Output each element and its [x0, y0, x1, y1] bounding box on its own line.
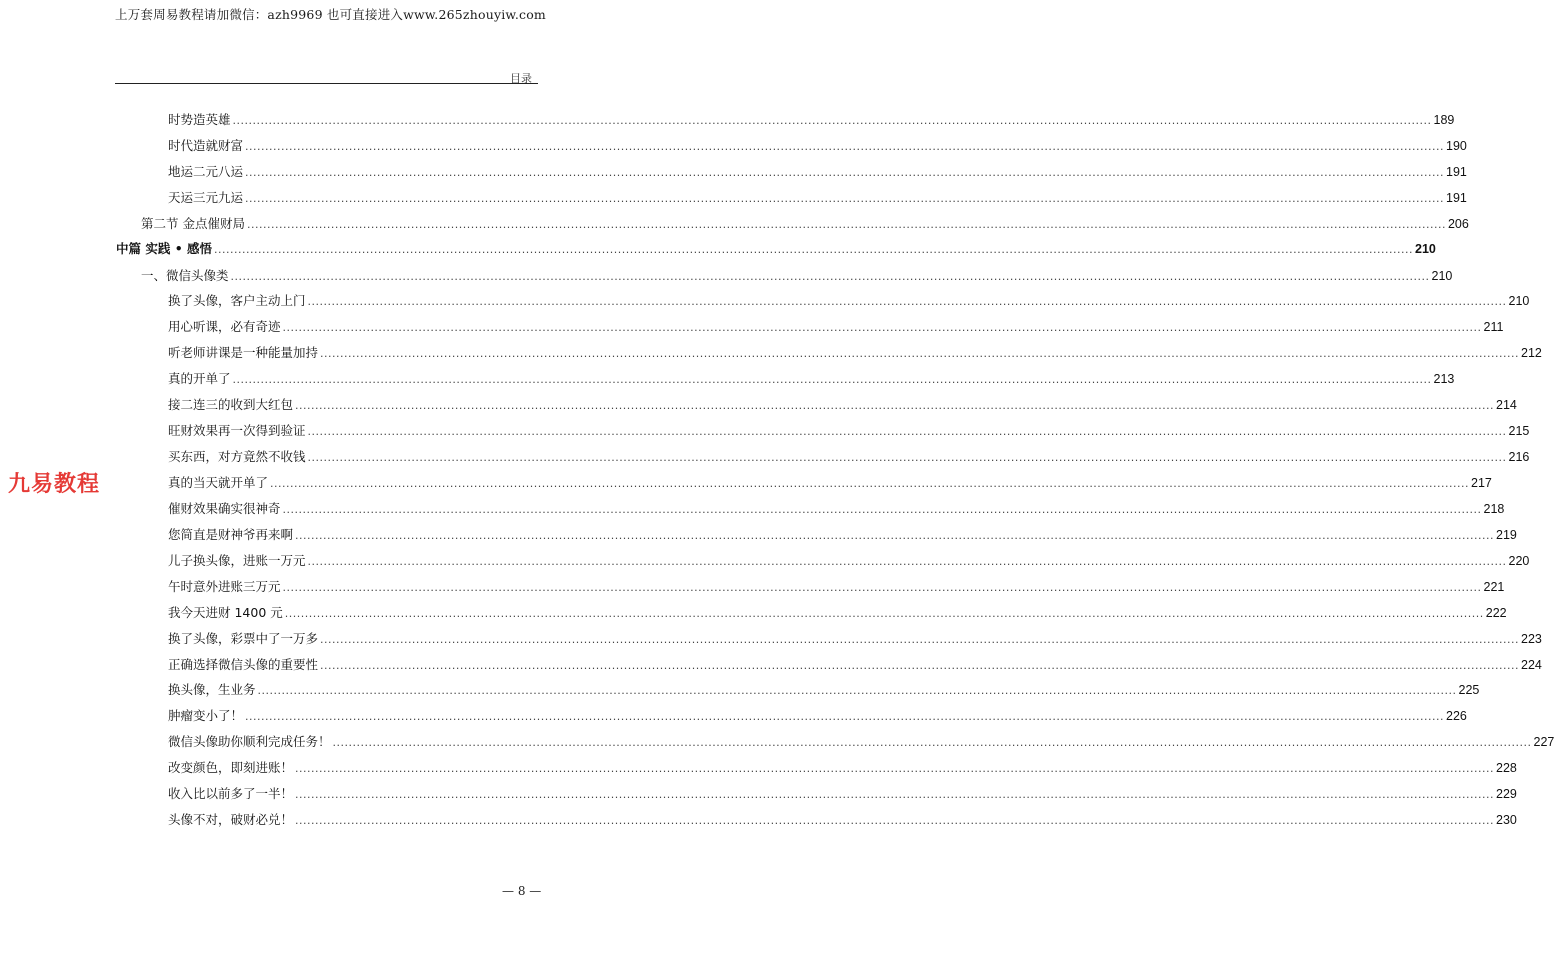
dot-leader: ............................................................................................................................................................................................................................................................................................................ [295, 814, 1494, 827]
dot-leader: ............................................................................................................................................................................................................................................................................................................ [232, 373, 1432, 386]
toc-entry [116, 239, 1436, 261]
toc-entry [168, 421, 1530, 443]
toc-entry-title: 午时意外进账三万元 [168, 579, 281, 594]
toc-entry [168, 525, 1517, 547]
running-header: 目录 [510, 72, 532, 85]
toc-entry [168, 680, 1480, 702]
toc-entry-page: 206 [1447, 217, 1469, 231]
toc-entry [168, 317, 1504, 339]
toc-entry-title: 催财效果确实很神奇 [168, 501, 281, 516]
dot-leader: ............................................................................................................................................................................................................................................................................................................ [270, 477, 1469, 490]
dot-leader: ............................................................................................................................................................................................................................................................................................................ [295, 399, 1494, 412]
toc-entry-page: 230 [1496, 813, 1517, 827]
toc-entry-page: 210 [1415, 242, 1436, 256]
toc-entry [168, 110, 1455, 132]
toc-entry [168, 551, 1530, 573]
toc-entry-title: 我今天进财 1400 元 [168, 605, 283, 620]
toc-entry [168, 447, 1530, 469]
toc-entry [168, 655, 1542, 677]
toc-entry-title: 第二节 金点催财局 [141, 216, 245, 231]
toc-entry-page: 227 [1533, 735, 1554, 749]
dot-leader: ............................................................................................................................................................................................................................................................................................................ [282, 503, 1482, 516]
toc-entry-title: 地运二元八运 [168, 164, 244, 179]
toc-entry-title: 改变颜色，即刻进账！ [168, 760, 294, 775]
toc-entry-title: 旺财效果再一次得到验证 [168, 423, 306, 438]
dot-leader: ............................................................................................................................................................................................................................................................................................................ [295, 762, 1494, 775]
dot-leader: ............................................................................................................................................................................................................................................................................................................ [257, 684, 1457, 697]
dot-leader: ............................................................................................................................................................................................................................................................................................................ [307, 295, 1507, 308]
toc-entry-title: 真的开单了 [168, 371, 231, 386]
toc-entry [168, 473, 1492, 495]
dot-leader: ............................................................................................................................................................................................................................................................................................................ [295, 529, 1494, 542]
toc-entry [168, 162, 1467, 184]
toc-entry-title: 时代造就财富 [168, 138, 244, 153]
toc-entry-page: 229 [1496, 787, 1517, 801]
dot-leader: ............................................................................................................................................................................................................................................................................................................ [232, 114, 1432, 127]
toc-entry [168, 343, 1542, 365]
toc-entry-title: 买东西，对方竟然不收钱 [168, 449, 306, 464]
toc-entry [168, 136, 1467, 158]
header-rule [115, 83, 538, 84]
dot-leader: ............................................................................................................................................................................................................................................................................................................ [332, 736, 1532, 749]
dot-leader: ............................................................................................................................................................................................................................................................................................................ [295, 788, 1494, 801]
toc-entry [168, 369, 1455, 391]
toc-entry-page: 210 [1508, 294, 1530, 308]
toc-entry [168, 758, 1517, 780]
toc-entry-page: 228 [1496, 761, 1517, 775]
toc-entry-page: 222 [1485, 606, 1507, 620]
toc-entry-page: 215 [1508, 424, 1530, 438]
toc-entry-title: 微信头像助你顺利完成任务！ [168, 734, 331, 749]
toc-entry-title: 儿子换头像，进账一万元 [168, 553, 306, 568]
toc-entry-title: 正确选择微信头像的重要性 [168, 657, 319, 672]
top-banner: 上万套周易教程请加微信：azh9969 也可直接进入www.265zhouyiw.com [115, 7, 546, 22]
toc-entry [141, 214, 1469, 236]
toc-entry-page: 226 [1446, 709, 1467, 723]
dot-leader: ............................................................................................................................................................................................................................................................................................................ [214, 243, 1414, 256]
toc-entry-title: 收入比以前多了一半！ [168, 786, 294, 801]
toc-entry-title: 真的当天就开单了 [168, 475, 269, 490]
toc-entry-title: 天运三元九运 [168, 190, 244, 205]
toc-entry [168, 810, 1517, 832]
dot-leader: ............................................................................................................................................................................................................................................................................................................ [307, 425, 1507, 438]
toc-entry-page: 191 [1446, 165, 1467, 179]
toc-entry-title: 接二连三的收到大红包 [168, 397, 294, 412]
toc-entry-title: 肿瘤变小了！ [168, 708, 244, 723]
dot-leader: ............................................................................................................................................................................................................................................................................................................ [282, 321, 1482, 334]
watermark-logo: 九易教程 [8, 472, 101, 497]
toc-entry-page: 211 [1483, 320, 1504, 334]
dot-leader: ............................................................................................................................................................................................................................................................................................................ [282, 581, 1482, 594]
toc-entry-page: 210 [1431, 269, 1453, 283]
toc-entry-title: 听老师讲课是一种能量加持 [168, 345, 319, 360]
toc-entry-title: 换头像，生业务 [168, 682, 256, 697]
toc-entry-title: 一、微信头像类 [141, 268, 229, 283]
toc-entry-title: 换了头像，彩票中了一万多 [168, 631, 319, 646]
dot-leader: ............................................................................................................................................................................................................................................................................................................ [245, 192, 1444, 205]
toc-entry-page: 190 [1446, 139, 1467, 153]
dot-leader: ............................................................................................................................................................................................................................................................................................................ [245, 166, 1444, 179]
toc-entry [168, 629, 1542, 651]
dot-leader: ............................................................................................................................................................................................................................................................................................................ [307, 451, 1507, 464]
toc-entry-page: 219 [1496, 528, 1517, 542]
toc-entry [168, 706, 1467, 728]
toc-entry-title: 头像不对，破财必兑！ [168, 812, 294, 827]
toc-entry [168, 499, 1505, 521]
page-number: — 8 — [502, 884, 542, 898]
toc-entry-title: 时势造英雄 [168, 112, 231, 127]
dot-leader: ............................................................................................................................................................................................................................................................................................................ [245, 140, 1444, 153]
dot-leader: ............................................................................................................................................................................................................................................................................................................ [320, 633, 1519, 646]
toc-entry-page: 218 [1483, 502, 1505, 516]
toc-entry [168, 291, 1530, 313]
toc-entry-page: 224 [1521, 658, 1542, 672]
dot-leader: ............................................................................................................................................................................................................................................................................................................ [245, 710, 1444, 723]
dot-leader: ............................................................................................................................................................................................................................................................................................................ [230, 270, 1430, 283]
toc-entry-title: 换了头像，客户主动上门 [168, 293, 306, 308]
toc-entry [168, 395, 1517, 417]
dot-leader: ............................................................................................................................................................................................................................................................................................................ [246, 218, 1446, 231]
dot-leader: ............................................................................................................................................................................................................................................................................................................ [320, 347, 1519, 360]
toc-entry-page: 225 [1458, 683, 1480, 697]
toc-entry [141, 266, 1453, 288]
toc-entry [168, 603, 1507, 625]
dot-leader: ............................................................................................................................................................................................................................................................................................................ [284, 607, 1484, 620]
toc-entry [168, 577, 1505, 599]
toc-entry [168, 732, 1554, 754]
toc-entry-title: 用心听课，必有奇迹 [168, 319, 281, 334]
toc-entry-page: 213 [1433, 372, 1455, 386]
toc-entry-title: 中篇 实践 • 感悟 [116, 241, 213, 256]
dot-leader: ............................................................................................................................................................................................................................................................................................................ [307, 555, 1507, 568]
toc-entry-page: 223 [1521, 632, 1542, 646]
toc-entry-page: 217 [1471, 476, 1492, 490]
toc-entry-page: 191 [1446, 191, 1467, 205]
toc-entry [168, 784, 1517, 806]
toc-entry-page: 212 [1521, 346, 1542, 360]
toc-entry-page: 214 [1496, 398, 1517, 412]
toc-entry-page: 221 [1483, 580, 1505, 594]
toc-entry [168, 188, 1467, 210]
toc-entry-page: 220 [1508, 554, 1530, 568]
dot-leader: ............................................................................................................................................................................................................................................................................................................ [320, 659, 1519, 672]
toc-entry-page: 189 [1433, 113, 1455, 127]
toc-entry-title: 您简直是财神爷再来啊 [168, 527, 294, 542]
toc-entry-page: 216 [1508, 450, 1530, 464]
